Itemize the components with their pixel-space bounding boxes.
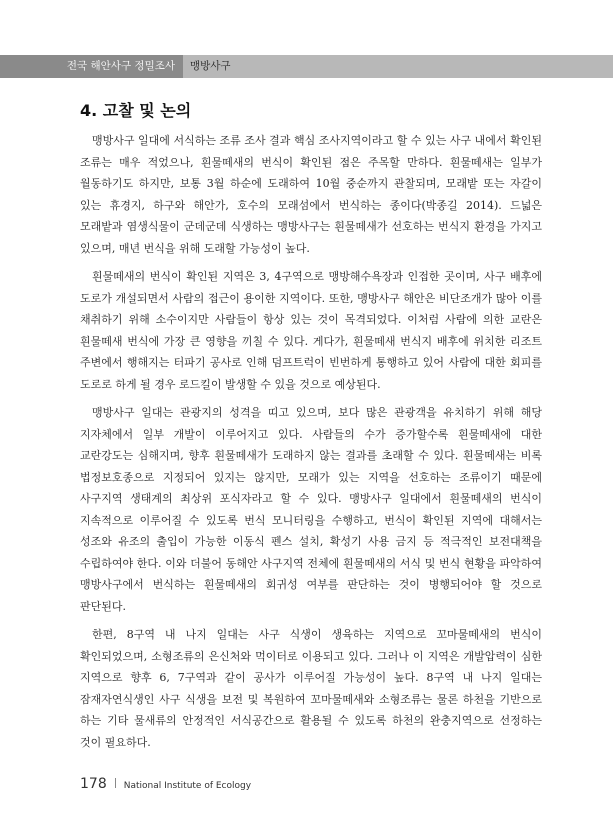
paragraph: 한편, 8구역 내 나지 일대는 사구 식생이 생육하는 지역으로 꼬마물떼새의 번식이 확인되었으며, 소형조류의 은신처와 먹이터로 이용되고 있다. 그러나 이 지역은 개발압력이 심한 지역으로 향후 6, 7구역과 같이 공사가 이루어질 가능성이 높다. 8구역 내 나지 일대는 잠재자연식생인 사구 식생을 보전 및 복원하여 꼬마물떼새와 소형조류는 물론 하천을 기반으로 하는 기타 물새류의 안정적인 서식공간으로 활용될 수 있도록 하천의 완충지역으로 선정하는 것이 필요하다. [80, 628, 542, 749]
section-heading: 4. 고찰 및 논의 [80, 101, 192, 120]
footer-divider [115, 778, 116, 788]
page-footer [80, 776, 251, 796]
report-title: 전국 해안사구 정밀조사 [0, 55, 183, 78]
section-name: 맹방사구 [190, 60, 231, 72]
paragraph: 맹방사구 일대에 서식하는 조류 조사 결과 핵심 조사지역이라고 할 수 있는 사구 내에서 확인된 조류는 매우 적었으나, 흰물떼새의 번식이 확인된 점은 주목할 만하다. 흰물떼새는 일부가 월동하기도 하지만, 보통 3월 하순에 도래하여 10월 중순까지 관찰되며, 모래밭 또는 자갈이 있는 휴경지, 하구와 해안가, 호수의 모래섬에서 번식하는 종이다(박종길 2014). 드넓은 모래밭과 염생식물이 군데군데 식생하는 맹방사구는 흰물떼새가 선호하는 번식지 환경을 가지고 있으며, 매년 번식을 위해 도래할 가능성이 높다. [80, 134, 542, 255]
page-number: 178 [80, 776, 107, 792]
institution-name: National Institute of Ecology [123, 781, 252, 791]
paragraph: 맹방사구 일대는 관광지의 성격을 띠고 있으며, 보다 많은 관광객을 유치하기 위해 해당 지자체에서 일부 개발이 이루어지고 있다. 사람들의 수가 증가할수록 흰물떼새에 대한 교란강도는 심해지며, 향후 흰물떼새가 도래하지 않는 결과를 초래할 수 있다. 흰물떼새는 비록 법정보호종으로 지정되어 있지는 않지만, 모래가 있는 지역을 선호하는 조류이기 때문에 사구지역 생태계의 최상위 포식자라고 할 수 있다. 맹방사구 일대에서 흰물떼새의 번식이 지속적으로 이루어질 수 있도록 번식 모니터링을 수행하고, 번식이 확인된 지역에 대해서는 성조와 유조의 출입이 가능한 이동식 펜스 설치, 확성기 사용 금지 등 적극적인 보전대책을 수립하여야 한다. 이와 더불어 동해안 사구지역 전체에 흰물떼새의 서식 및 번식 현황을 파악하여 맹방사구에서 번식하는 흰물떼새의 회귀성 여부를 판단하는 것이 병행되어야 할 것으로 판단된다. [80, 406, 542, 613]
paragraph: 흰물떼새의 번식이 확인된 지역은 3, 4구역으로 맹방해수욕장과 인접한 곳이며, 사구 배후에 도로가 개설되면서 사람의 접근이 용이한 지역이다. 또한, 맹방사구 해안은 비단조개가 많아 이를 채취하기 위해 소수이지만 사람들이 항상 있는 것이 목격되었다. 이처럼 사람에 의한 교란은 흰물떼새 번식에 가장 큰 영향을 끼칠 수 있다. 게다가, 흰물떼새 번식지 배후에 위치한 리조트 주변에서 행해지는 터파기 공사로 인해 덤프트럭이 빈번하게 통행하고 있어 사람에 대한 회피를 도로로 하게 될 경우 로드킬이 발생할 수 있을 것으로 예상된다. [80, 270, 542, 391]
body-text [80, 130, 542, 760]
